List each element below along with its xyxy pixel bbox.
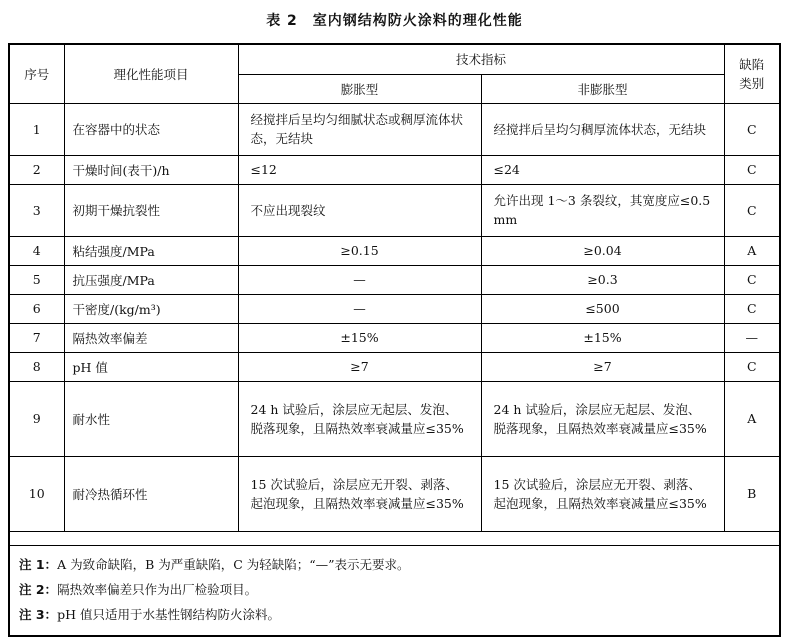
note-3 xyxy=(19,602,779,627)
note-2 xyxy=(19,577,779,602)
row-intumescent: 不应出现裂纹 xyxy=(238,184,481,236)
row-intumescent: — xyxy=(238,265,481,294)
row-category: B xyxy=(724,456,779,531)
row-item: 耐水性 xyxy=(64,381,238,456)
row-non-intumescent: ±15% xyxy=(481,323,724,352)
row-intumescent: — xyxy=(238,294,481,323)
row-non-intumescent: 15 次试验后，涂层应无开裂、剥落、起泡现象，且隔热效率衰减量应≤35% xyxy=(481,456,724,531)
row-non-intumescent: ≥0.3 xyxy=(481,265,724,294)
row-no: 3 xyxy=(10,184,64,236)
row-category: A xyxy=(724,381,779,456)
row-non-intumescent: ≤500 xyxy=(481,294,724,323)
row-category: A xyxy=(724,236,779,265)
row-no: 8 xyxy=(10,352,64,381)
table-row xyxy=(10,184,779,236)
table-row xyxy=(10,294,779,323)
row-category: C xyxy=(724,265,779,294)
row-non-intumescent: 经搅拌后呈均匀稠厚流体状态，无结块 xyxy=(481,103,724,155)
row-no: 2 xyxy=(10,155,64,184)
row-item: 抗压强度/MPa xyxy=(64,265,238,294)
row-category: C xyxy=(724,103,779,155)
table-row xyxy=(10,323,779,352)
row-non-intumescent: ≤24 xyxy=(481,155,724,184)
note-label: 注 2： xyxy=(19,582,58,597)
table-title: 表 2 室内钢结构防火涂料的理化性能 xyxy=(266,13,523,29)
row-no: 6 xyxy=(10,294,64,323)
row-item: 在容器中的状态 xyxy=(64,103,238,155)
table-notes xyxy=(10,545,779,635)
row-item: 干密度/(kg/m³) xyxy=(64,294,238,323)
row-intumescent: ≥0.15 xyxy=(238,236,481,265)
table-row xyxy=(10,456,779,531)
table-row xyxy=(10,265,779,294)
row-category: C xyxy=(724,294,779,323)
row-no: 5 xyxy=(10,265,64,294)
header-spec: 技术指标 xyxy=(238,45,724,74)
header-row-1 xyxy=(10,45,779,74)
row-no: 1 xyxy=(10,103,64,155)
spec-table xyxy=(10,45,779,532)
row-category: C xyxy=(724,155,779,184)
row-category: C xyxy=(724,184,779,236)
row-item: 初期干燥抗裂性 xyxy=(64,184,238,236)
note-1 xyxy=(19,552,779,577)
row-intumescent: ±15% xyxy=(238,323,481,352)
row-intumescent: 24 h 试验后，涂层应无起层、发泡、脱落现象，且隔热效率衰减量应≤35% xyxy=(238,381,481,456)
note-text: A 为致命缺陷，B 为严重缺陷，C 为轻缺陷；“—”表示无要求。 xyxy=(57,557,410,572)
table-row xyxy=(10,381,779,456)
header-intumescent: 膨胀型 xyxy=(238,74,481,103)
table-row xyxy=(10,155,779,184)
row-intumescent: ≤12 xyxy=(238,155,481,184)
header-no: 序号 xyxy=(10,45,64,103)
row-non-intumescent: 允许出现 1～3 条裂纹，其宽度应≤0.5 mm xyxy=(481,184,724,236)
row-no: 9 xyxy=(10,381,64,456)
note-text: pH 值只适用于水基性钢结构防火涂料。 xyxy=(57,607,280,622)
header-category-line1: 缺陷 xyxy=(739,56,765,72)
row-intumescent: 经搅拌后呈均匀细腻状态或稠厚流体状态，无结块 xyxy=(238,103,481,155)
header-category xyxy=(724,45,779,103)
header-item: 理化性能项目 xyxy=(64,45,238,103)
header-non-intumescent: 非膨胀型 xyxy=(481,74,724,103)
row-non-intumescent: 24 h 试验后，涂层应无起层、发泡、脱落现象，且隔热效率衰减量应≤35% xyxy=(481,381,724,456)
row-no: 4 xyxy=(10,236,64,265)
row-intumescent: ≥7 xyxy=(238,352,481,381)
row-no: 10 xyxy=(10,456,64,531)
note-label: 注 1： xyxy=(19,557,58,572)
row-category: C xyxy=(724,352,779,381)
row-item: 耐冷热循环性 xyxy=(64,456,238,531)
note-text: 隔热效率偏差只作为出厂检验项目。 xyxy=(57,582,258,597)
row-item: 粘结强度/MPa xyxy=(64,236,238,265)
table-row xyxy=(10,103,779,155)
header-category-line2: 类别 xyxy=(739,75,765,91)
row-non-intumescent: ≥7 xyxy=(481,352,724,381)
table-row xyxy=(10,352,779,381)
row-non-intumescent: ≥0.04 xyxy=(481,236,724,265)
table-row xyxy=(10,236,779,265)
row-item: pH 值 xyxy=(64,352,238,381)
row-item: 隔热效率偏差 xyxy=(64,323,238,352)
row-category: — xyxy=(724,323,779,352)
note-label: 注 3： xyxy=(19,607,58,622)
spec-table-frame xyxy=(8,43,781,637)
row-item: 干燥时间(表干)/h xyxy=(64,155,238,184)
row-no: 7 xyxy=(10,323,64,352)
row-intumescent: 15 次试验后，涂层应无开裂、剥落、起泡现象，且隔热效率衰减量应≤35% xyxy=(238,456,481,531)
